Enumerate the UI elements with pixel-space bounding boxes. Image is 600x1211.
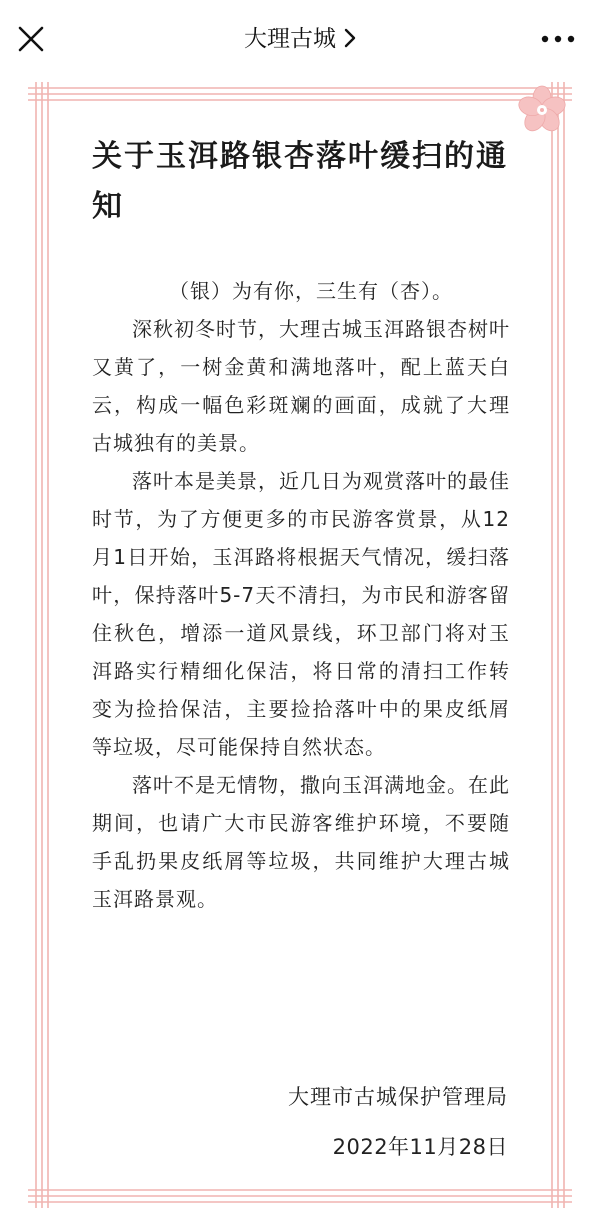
signature-date: 2022年11月28日: [332, 1135, 508, 1159]
chevron-right-icon: [344, 24, 356, 58]
account-name: 大理古城: [244, 26, 336, 52]
account-title-link[interactable]: [0, 22, 600, 58]
article-paragraph-4: 落叶不是无情物，撒向玉洱满地金。在此期间，也请广大市民游客维护环境，不要随手乱扔果皮纸屑等垃圾，共同维护大理古城玉洱路景观。: [92, 773, 510, 911]
article-paragraph-2: 深秋初冬时节，大理古城玉洱路银杏树叶又黄了，一树金黄和满地落叶，配上蓝天白云，构成一幅色彩斑斓的画面，成就了大理古城独有的美景。: [92, 317, 510, 455]
article-title: 关于玉洱路银杏落叶缓扫的通知: [92, 139, 508, 224]
flower-ornament-icon: [516, 84, 568, 136]
more-dots-icon[interactable]: [538, 25, 578, 53]
letter-frame: [0, 78, 600, 1211]
article-paragraph-1: （银）为有你，三生有（杏）。: [169, 279, 453, 303]
article-body: [92, 272, 510, 918]
signature-organization: 大理市古城保护管理局: [288, 1085, 508, 1109]
top-navbar: [0, 0, 600, 78]
article-paragraph-3: 落叶本是美景，近几日为观赏落叶的最佳时节，为了方便更多的市民游客赏景，从12月1日开始，玉洱路将根据天气情况，缓扫落叶，保持落叶5-7天不清扫，为市民和游客留住秋色，增添一道风景线，环卫部门将对玉洱路实行精细化保洁，将日常的清扫工作转变为捡拾保洁，主要捡拾落叶中的果皮纸屑等垃圾，尽可能保持自然状态。: [92, 469, 510, 759]
